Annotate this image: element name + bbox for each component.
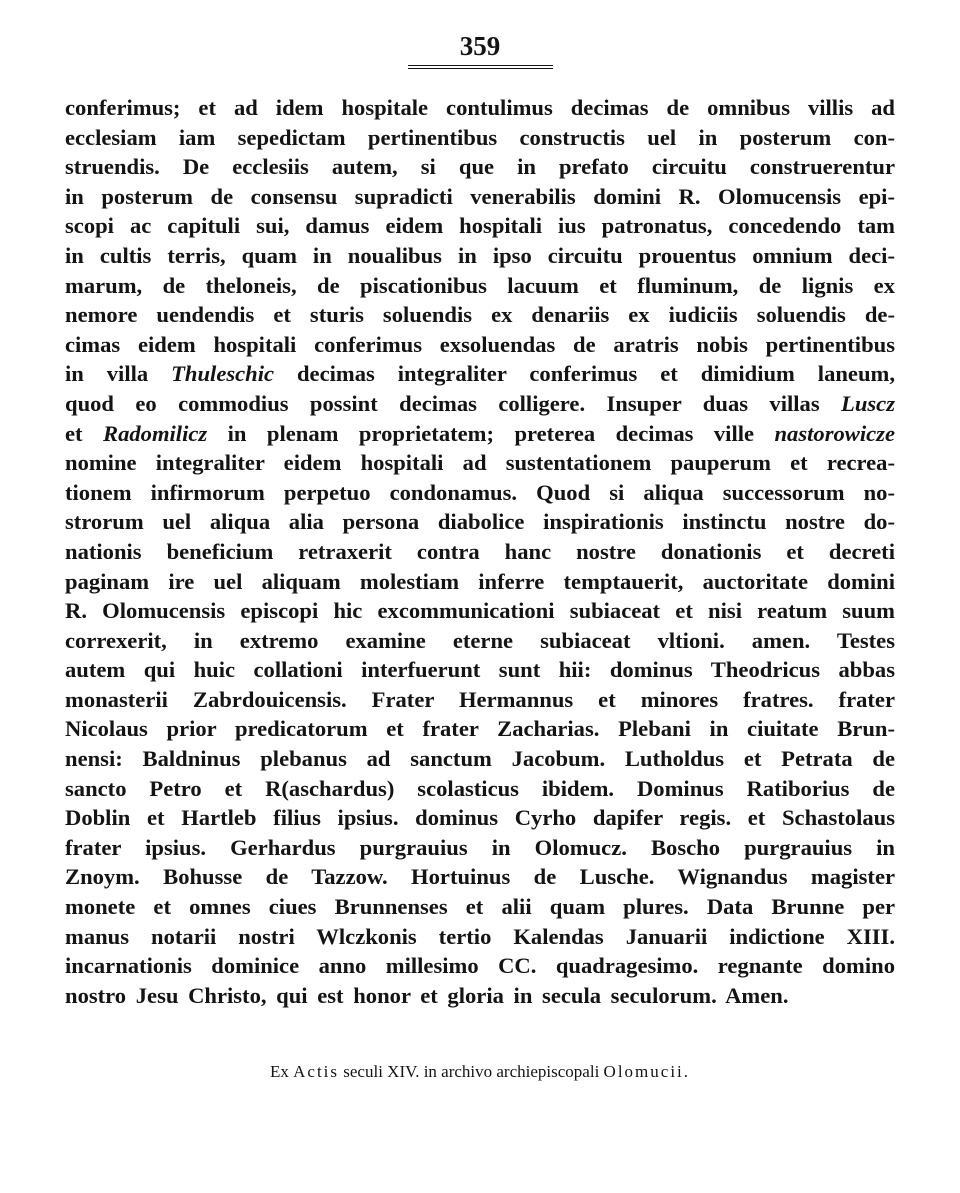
source-prefix: Ex (269, 1062, 294, 1081)
text-line (65, 507, 895, 537)
text-run: cimas eidem hospitali conferimus exsoluendas de aratris nobis pertinentibus (65, 331, 895, 357)
text-run: nemore uendendis et sturis soluendis ex denariis ex iudiciis soluendis de- (65, 302, 895, 328)
text-line (65, 123, 895, 153)
text-run: frater ipsius. Gerhardus purgrauius in Olomucz. Boscho purgrauius in (65, 834, 895, 860)
source-city: Olomucii. (603, 1062, 691, 1081)
text-line (65, 448, 895, 478)
source-note (0, 1060, 960, 1084)
header-rule (408, 65, 553, 69)
text-run: monasterii Zabrdouicensis. Frater Hermannus et minores fratres. frater (65, 686, 895, 712)
text-run: ecclesiam iam sepedictam pertinentibus constructis uel in posterum con- (65, 124, 895, 150)
place-name: Luscz (841, 390, 895, 416)
text-line (65, 922, 895, 952)
text-run: sancto Petro et R(aschardus) scolasticus ibidem. Dominus Ratiborius de (65, 775, 895, 801)
text-line (65, 419, 895, 449)
text-run: correxerit, in extremo examine eterne subiaceat vltioni. amen. Testes (65, 627, 895, 653)
text-line (65, 152, 895, 182)
text-line (65, 744, 895, 774)
text-run: strorum uel aliqua alia persona diabolice inspirationis instinctu nostre do- (65, 509, 895, 535)
text-line (65, 271, 895, 301)
text-line (65, 833, 895, 863)
text-line (65, 567, 895, 597)
text-line (65, 330, 895, 360)
text-run: in villa (65, 361, 172, 387)
text-line (65, 93, 895, 123)
text-line (65, 596, 895, 626)
text-line (65, 774, 895, 804)
text-run: incarnationis dominice anno millesimo CC. quadragesimo. regnante domino (65, 953, 895, 979)
text-line (65, 626, 895, 656)
text-line (65, 211, 895, 241)
text-run: nostro Jesu Christo, qui est honor et gloria in secula seculorum. Amen. (65, 982, 789, 1008)
source-middle: seculi XIV. in archivo archiepiscopali (339, 1062, 604, 1081)
text-run: Doblin et Hartleb filius ipsius. dominus Cyrho dapifer regis. et Schastolaus (65, 805, 895, 831)
text-line (65, 655, 895, 685)
text-run: in posterum de consensu supradicti venerabilis domini R. Olomucensis epi- (65, 183, 895, 209)
text-line (65, 182, 895, 212)
text-run: manus notarii nostri Wlczkonis tertio Kalendas Januarii indictione XIII. (65, 923, 895, 949)
text-run: R. Olomucensis episcopi hic excommunicationi subiaceat et nisi reatum suum (65, 598, 895, 624)
charter-text (65, 93, 895, 1010)
source-acta: Actis (293, 1062, 340, 1081)
text-run: nomine integraliter eidem hospitali ad sustentationem pauperum et recrea- (65, 450, 895, 476)
text-line (65, 714, 895, 744)
text-line (65, 300, 895, 330)
place-name: Radomilicz (103, 420, 208, 446)
text-run: in cultis terris, quam in noualibus in ipso circuitu prouentus omnium deci- (65, 242, 895, 268)
text-run: in plenam proprietatem; preterea decimas ville (207, 420, 775, 446)
page-number: 359 (459, 31, 501, 61)
text-run: et (65, 420, 103, 446)
text-line (65, 685, 895, 715)
text-run: autem qui huic collationi interfuerunt sunt hii: dominus Theodricus abbas (65, 657, 895, 683)
text-run: scopi ac capituli sui, damus eidem hospitali ius patronatus, concedendo tam (65, 213, 895, 239)
text-run: conferimus; et ad idem hospitale contulimus decimas de omnibus villis ad (65, 95, 895, 120)
text-run: marum, de theloneis, de piscationibus lacuum et fluminum, de lignis ex (65, 272, 895, 298)
place-name: Thuleschic (171, 361, 275, 387)
text-run: decimas integraliter conferimus et dimidium laneum, (274, 361, 895, 387)
text-line (65, 241, 895, 271)
text-line (65, 359, 895, 389)
text-line (65, 478, 895, 508)
text-run: paginam ire uel aliquam molestiam inferre temptauerit, auctoritate domini (65, 568, 895, 594)
place-name: nastorowicze (774, 420, 895, 446)
text-run: quod eo commodius possint decimas colligere. Insuper duas villas (65, 390, 842, 416)
text-line (65, 892, 895, 922)
text-run: nationis beneficium retraxerit contra hanc nostre donationis et decreti (65, 538, 895, 564)
text-run: monete et omnes ciues Brunnenses et alii quam plures. Data Brunne per (65, 894, 895, 920)
text-line (65, 951, 895, 981)
text-run: Nicolaus prior predicatorum et frater Zacharias. Plebani in ciuitate Brun- (65, 716, 895, 742)
text-line (65, 537, 895, 567)
text-run: struendis. De ecclesiis autem, si que in prefato circuitu construerentur (65, 154, 895, 180)
text-line (65, 981, 895, 1011)
text-line (65, 803, 895, 833)
text-run: Znoym. Bohusse de Tazzow. Hortuinus de Lusche. Wignandus magister (65, 864, 895, 890)
text-run: nensi: Baldninus plebanus ad sanctum Jacobum. Lutholdus et Petrata de (65, 746, 895, 772)
text-line (65, 862, 895, 892)
text-line (65, 389, 895, 419)
text-run: tionem infirmorum perpetuo condonamus. Quod si aliqua successorum no- (65, 479, 895, 505)
